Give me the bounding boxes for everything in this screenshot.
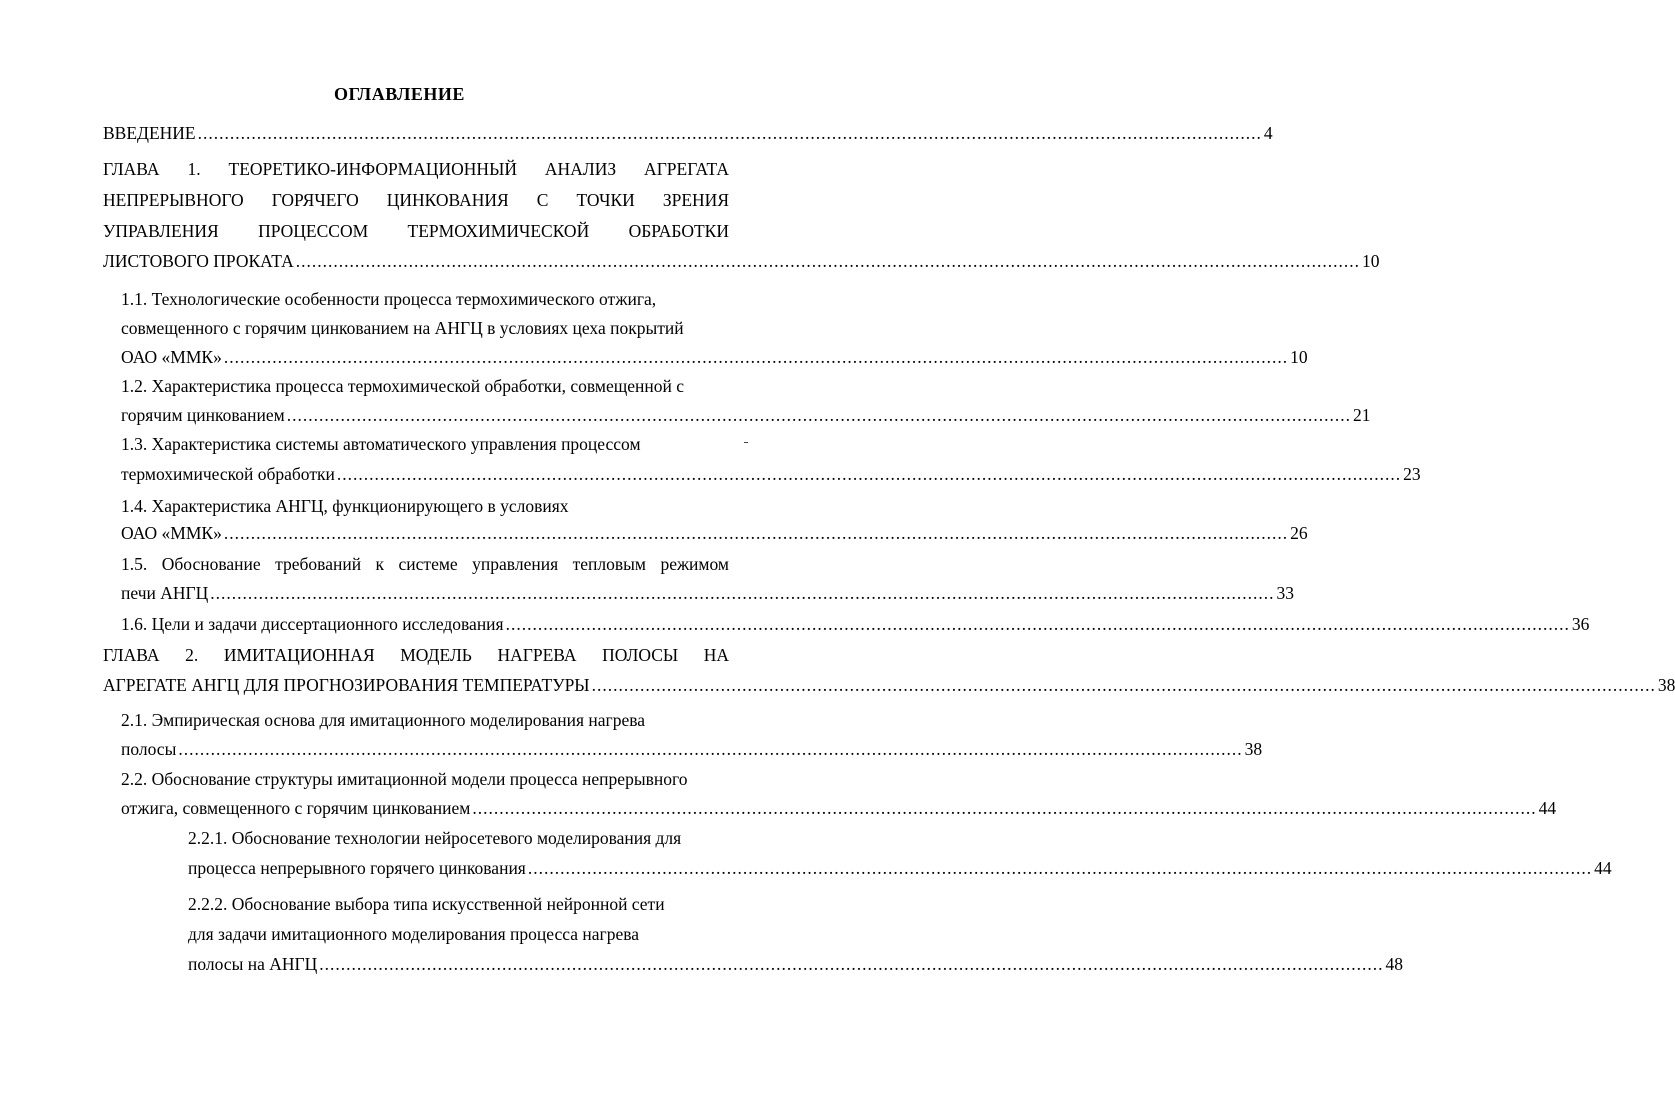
toc-entry-intro[interactable] <box>103 121 1273 145</box>
toc-entry-1-4[interactable] <box>121 521 1308 545</box>
toc-entry-1-1[interactable] <box>121 345 1308 369</box>
page-number: 44 <box>1594 858 1612 878</box>
page-number: 44 <box>1538 798 1557 818</box>
s1-2-line1: 1.2. Характеристика процесса термохимической обработки, совмещенной с <box>121 376 684 396</box>
chapter1-line3: УПРАВЛЕНИЯ ПРОЦЕССОМ ТЕРМОХИМИЧЕСКОЙ ОБРАБОТКИ <box>103 221 729 241</box>
page-number: 10 <box>1361 251 1380 271</box>
dot-leader: ...................................................................................................................................................................................................... <box>223 523 1289 543</box>
toc-entry-2-2-2[interactable] <box>188 952 1403 976</box>
toc-entry-1-2[interactable] <box>121 403 1371 427</box>
toc-entry-label: АГРЕГАТЕ АНГЦ ДЛЯ ПРОГНОЗИРОВАНИЯ ТЕМПЕРАТУРЫ <box>103 675 590 695</box>
dot-leader: ...................................................................................................................................................................................................... <box>319 954 1384 974</box>
toc-entry-label: полосы <box>121 739 177 759</box>
toc-entry-1-6[interactable] <box>121 612 1590 636</box>
s1-1-line2: совмещенного с горячим цинкованием на АНГЦ в условиях цеха покрытий <box>121 318 684 338</box>
page-number: 26 <box>1290 523 1308 543</box>
page-number: 38 <box>1657 675 1675 695</box>
toc-entry-1-5[interactable] <box>121 581 1295 605</box>
toc-entry-2-1[interactable] <box>121 737 1263 761</box>
page-number: 38 <box>1244 739 1263 759</box>
page-number: 48 <box>1385 954 1403 974</box>
s1-4-line1: 1.4. Характеристика АНГЦ, функционирующего в условиях <box>121 496 569 516</box>
toc-entry-label: ОАО «ММК» <box>121 523 222 543</box>
toc-entry-label: 1.6. Цели и задачи диссертационного исследования <box>121 614 504 634</box>
dot-leader: ...................................................................................................................................................................................................... <box>527 858 1593 878</box>
chapter2-line1: ГЛАВА 2. ИМИТАЦИОННАЯ МОДЕЛЬ НАГРЕВА ПОЛОСЫ НА <box>103 645 729 665</box>
toc-entry-2-2-1[interactable] <box>188 856 1612 880</box>
toc-entry-label: печи АНГЦ <box>121 583 209 603</box>
page-number: 4 <box>1263 123 1273 143</box>
dot-leader: ...................................................................................................................................................................................................... <box>505 614 1570 634</box>
dot-leader: ...................................................................................................................................................................................................... <box>472 798 1537 818</box>
toc-entry-1-3[interactable] <box>121 462 1421 486</box>
toc-entry-label: отжига, совмещенного с горячим цинкованием <box>121 798 471 818</box>
page-number: 33 <box>1276 583 1295 603</box>
scan-mark <box>744 442 748 443</box>
toc-entry-label: ВВЕДЕНИЕ <box>103 123 196 143</box>
s2-2-2-line2: для задачи имитационного моделирования процесса нагрева <box>188 924 640 944</box>
dot-leader: ...................................................................................................................................................................................................... <box>336 464 1402 484</box>
s1-3-line1: 1.3. Характеристика системы автоматического управления процессом <box>121 434 641 454</box>
s2-1-line1: 2.1. Эмпирическая основа для имитационного моделирования нагрева <box>121 710 646 730</box>
page-number: 10 <box>1290 347 1308 367</box>
dot-leader: ...................................................................................................................................................................................................... <box>197 123 1262 143</box>
dot-leader: ...................................................................................................................................................................................................... <box>210 583 1275 603</box>
dot-leader: ...................................................................................................................................................................................................... <box>178 739 1243 759</box>
s2-2-line1: 2.2. Обоснование структуры имитационной модели процесса непрерывного <box>121 769 688 789</box>
page-number: 23 <box>1403 464 1421 484</box>
dot-leader: ...................................................................................................................................................................................................... <box>295 251 1360 271</box>
toc-entry-chapter1[interactable] <box>103 249 1380 273</box>
toc-entry-label: полосы на АНГЦ <box>188 954 318 974</box>
dot-leader: ...................................................................................................................................................................................................... <box>591 675 1656 695</box>
toc-entry-label: ЛИСТОВОГО ПРОКАТА <box>103 251 294 271</box>
toc-entry-label: горячим цинкованием <box>121 405 285 425</box>
dot-leader: ...................................................................................................................................................................................................... <box>223 347 1289 367</box>
s2-2-2-line1: 2.2.2. Обоснование выбора типа искусственной нейронной сети <box>188 894 665 914</box>
toc-entry-label: термохимической обработки <box>121 464 335 484</box>
chapter1-line1: ГЛАВА 1. ТЕОРЕТИКО-ИНФОРМАЦИОННЫЙ АНАЛИЗ АГРЕГАТА <box>103 159 729 179</box>
page-number: 36 <box>1571 614 1590 634</box>
toc-entry-label: ОАО «ММК» <box>121 347 222 367</box>
s2-2-1-line1: 2.2.1. Обоснование технологии нейросетевого моделирования для <box>188 828 682 848</box>
toc-entry-2-2[interactable] <box>121 796 1557 820</box>
toc-heading: ОГЛАВЛЕНИЕ <box>334 84 465 104</box>
chapter1-line2: НЕПРЕРЫВНОГО ГОРЯЧЕГО ЦИНКОВАНИЯ С ТОЧКИ ЗРЕНИЯ <box>103 190 729 210</box>
page-number: 21 <box>1353 405 1371 425</box>
dot-leader: ...................................................................................................................................................................................................... <box>286 405 1351 425</box>
toc-entry-chapter2[interactable] <box>103 673 1675 697</box>
s1-1-line1: 1.1. Технологические особенности процесса термохимического отжига, <box>121 289 657 309</box>
toc-entry-label: процесса непрерывного горячего цинкования <box>188 858 526 878</box>
s1-5-line1: 1.5. Обоснование требований к системе управления тепловым режимом <box>121 554 729 574</box>
